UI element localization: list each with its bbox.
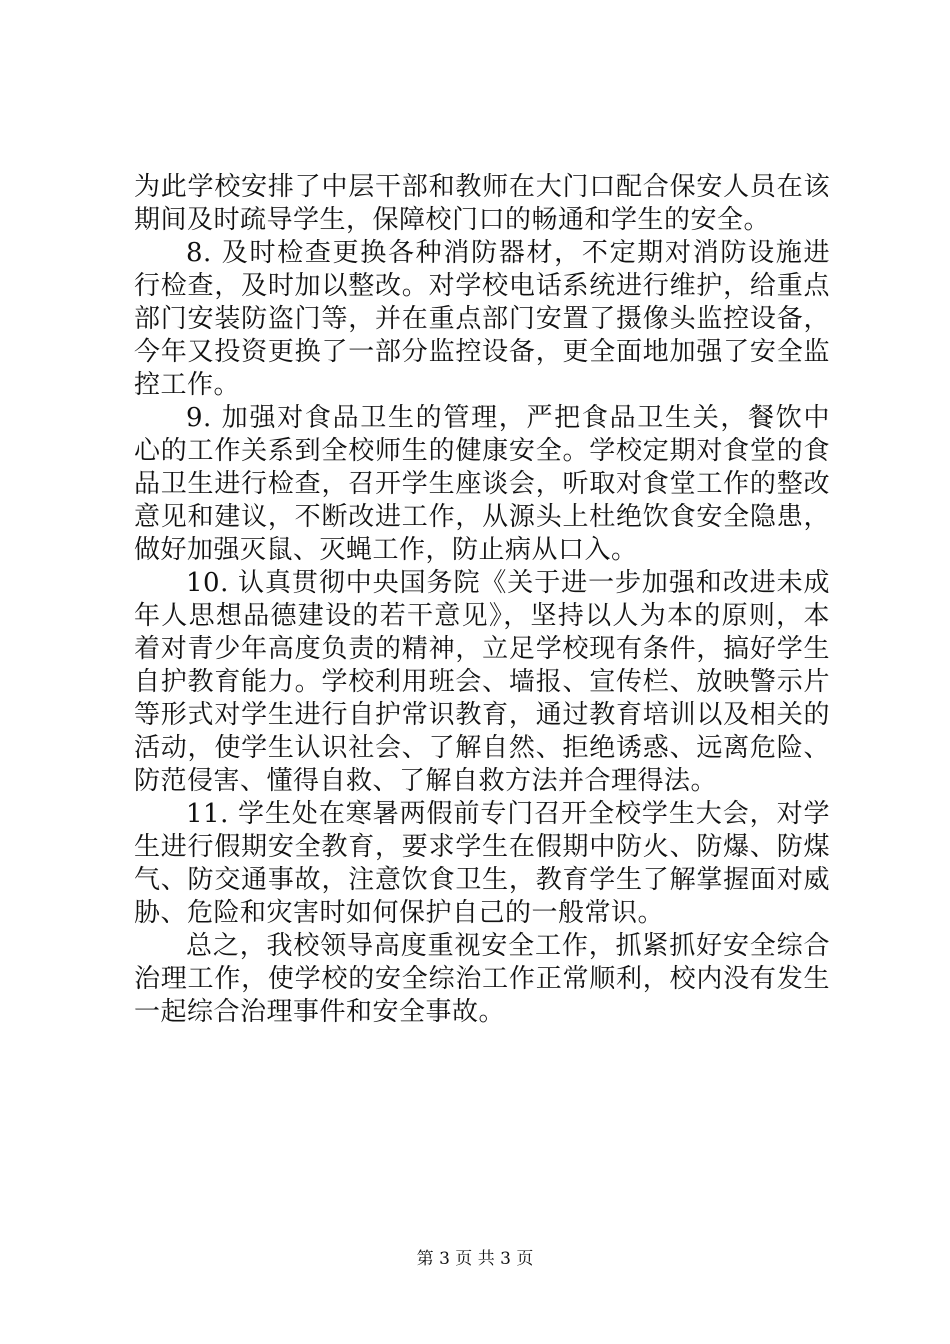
paragraph-item-8: 8. 及时检查更换各种消防器材，不定期对消防设施进行检查，及时加以整改。对学校电话系统进行维护，给重点部门安装防盗门等，并在重点部门安置了摄像头监控设备，今年又投资更换了一部分监控设备，更全面地加强了安全监控工作。 <box>134 238 830 400</box>
paragraph-item-9: 9. 加强对食品卫生的管理，严把食品卫生关，餐饮中心的工作关系到全校师生的健康安全。学校定期对食堂的食品卫生进行检查，召开学生座谈会，听取对食堂工作的整改意见和建议，不断改进工作，从源头上杜绝饮食安全隐患，做好加强灭鼠、灭蝇工作，防止病从口入。 <box>134 403 830 565</box>
paragraph-continuation: 为此学校安排了中层干部和教师在大门口配合保安人员在该期间及时疏导学生，保障校门口的畅通和学生的安全。 <box>134 172 830 235</box>
document-body <box>134 171 830 1029</box>
page-number-footer: 第 3 页 共 3 页 <box>416 1249 534 1269</box>
paragraph-item-11: 11. 学生处在寒暑两假前专门召开全校学生大会，对学生进行假期安全教育，要求学生在假期中防火、防爆、防煤气、防交通事故，注意饮食卫生，教育学生了解掌握面对威胁、危险和灾害时如何保护自己的一般常识。 <box>134 799 830 928</box>
paragraph-item-10: 10. 认真贯彻中央国务院《关于进一步加强和改进未成年人思想品德建设的若干意见》，坚持以人为本的原则，本着对青少年高度负责的精神，立足学校现有条件，搞好学生自护教育能力。学校利用班会、墙报、宣传栏、放映警示片等形式对学生进行自护常识教育，通过教育培训以及相关的活动，使学生认识社会、了解自然、拒绝诱惑、远离危险、防范侵害、懂得自救、了解自救方法并合理得法。 <box>134 568 830 796</box>
paragraph-conclusion: 总之，我校领导高度重视安全工作，抓紧抓好安全综合治理工作，使学校的安全综治工作正常顺利，校内没有发生一起综合治理事件和安全事故。 <box>134 931 830 1027</box>
